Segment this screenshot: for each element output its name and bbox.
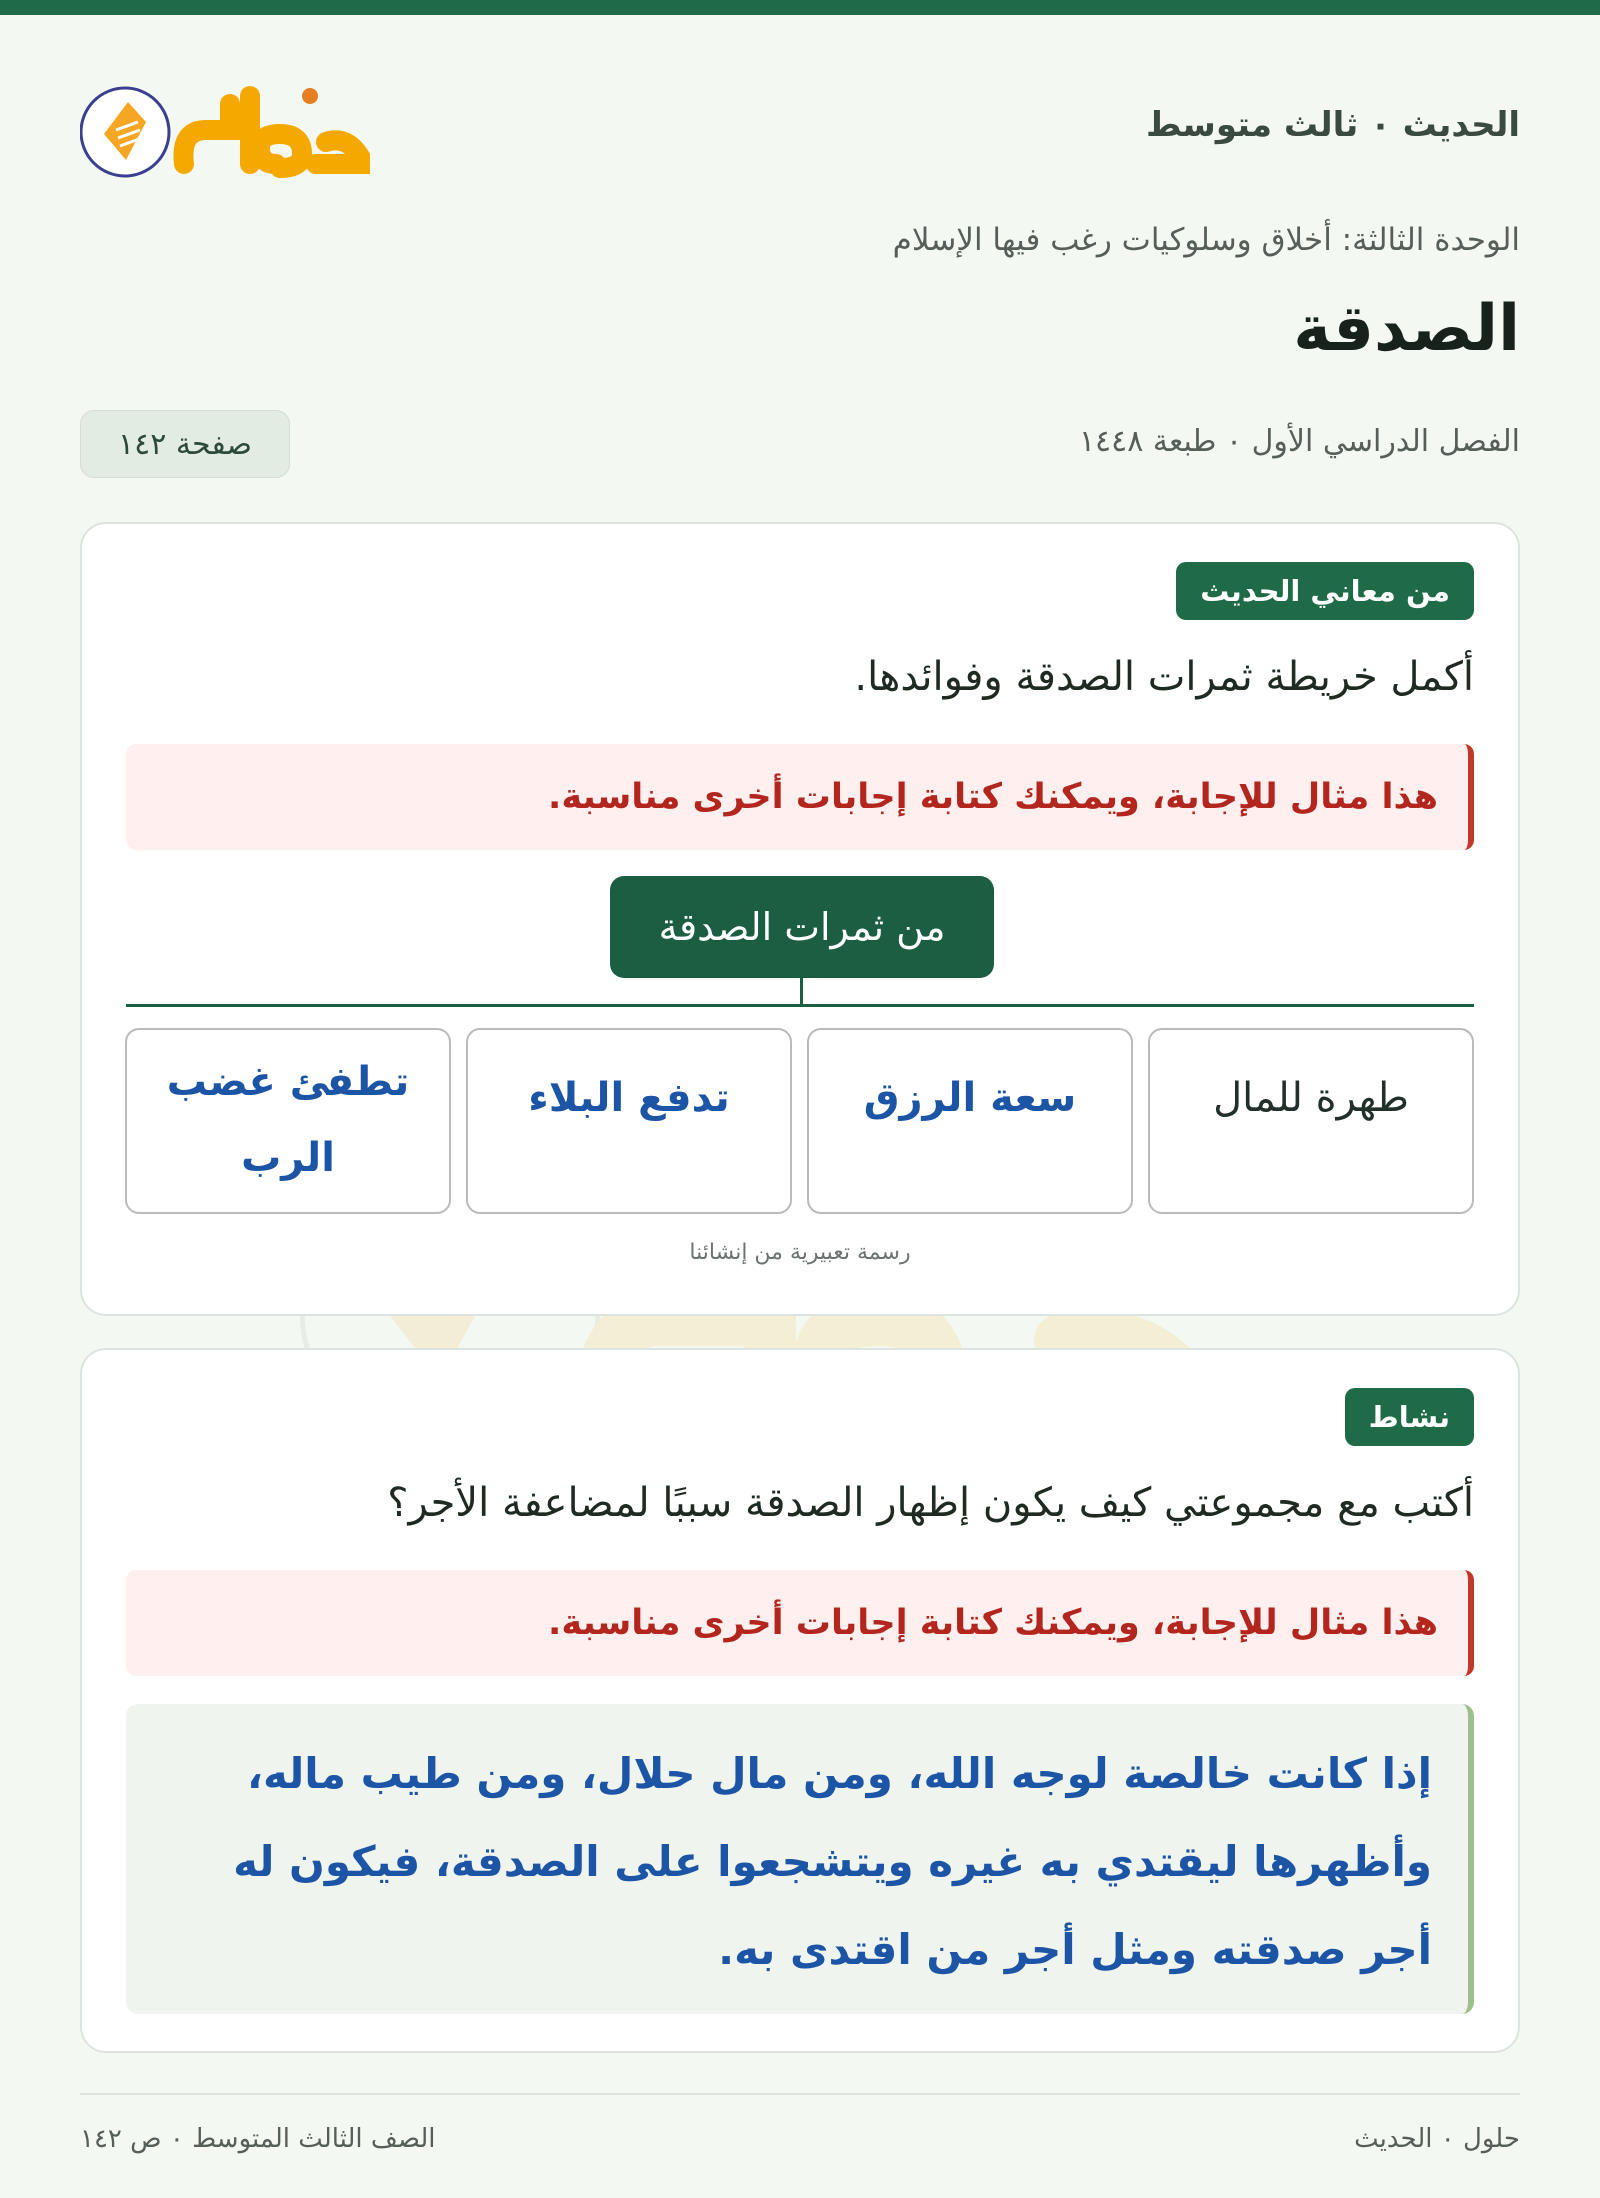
concept-map-connector (126, 1004, 1474, 1007)
footer-grade-page: الصف الثالث المتوسط ٠ ص ١٤٢ (80, 2124, 436, 2154)
term-edition-label: الفصل الدراسي الأول ٠ طبعة ١٤٤٨ (1078, 424, 1520, 459)
activity-card (80, 1348, 1520, 2053)
section-tag: نشاط (1345, 1388, 1474, 1446)
top-accent-bar (0, 0, 1600, 15)
example-note: هذا مثال للإجابة، ويمكنك كتابة إجابات أخرى مناسبة. (126, 744, 1474, 850)
footer-brand-subject: حلول ٠ الحديث (1354, 2124, 1520, 2154)
concept-map-branch: تدفع البلاء (466, 1028, 792, 1214)
concept-map-stem (800, 978, 803, 1004)
footer-divider (80, 2093, 1520, 2095)
concept-map-branch: تطفئ غضب الرب (125, 1028, 451, 1214)
concept-map-branch: طهرة للمال (1148, 1028, 1474, 1214)
unit-title: الوحدة الثالثة: أخلاق وسلوكيات رغب فيها الإسلام (892, 222, 1520, 258)
map-caption: رسمة تعبيرية من إنشائنا (689, 1240, 911, 1265)
example-note: هذا مثال للإجابة، ويمكنك كتابة إجابات أخرى مناسبة. (126, 1570, 1474, 1676)
book-icon (80, 60, 370, 190)
question-text: أكمل خريطة ثمرات الصدقة وفوائدها. (854, 654, 1474, 700)
answer-text: إذا كانت خالصة لوجه الله، ومن مال حلال، ومن طيب ماله، وأظهرها ليقتدي به غيره ويتشجعوا على الصدقة، فيكون له أجر صدقته ومثل أجر من اقتدى به. (126, 1704, 1474, 2014)
concept-map-root: من ثمرات الصدقة (610, 876, 994, 978)
subject-grade-label: الحديث ٠ ثالث متوسط (1146, 105, 1520, 145)
concept-map-branch: سعة الرزق (807, 1028, 1133, 1214)
lesson-title: الصدقة (1293, 292, 1520, 366)
page-number-badge: صفحة ١٤٢ (80, 410, 290, 478)
hulul-logo[interactable] (80, 60, 370, 190)
page-header (80, 60, 1520, 195)
meanings-card (80, 522, 1520, 1316)
section-tag: من معاني الحديث (1176, 562, 1474, 620)
question-text: أكتب مع مجموعتي كيف يكون إظهار الصدقة سببًا لمضاعفة الأجر؟ (387, 1480, 1474, 1526)
